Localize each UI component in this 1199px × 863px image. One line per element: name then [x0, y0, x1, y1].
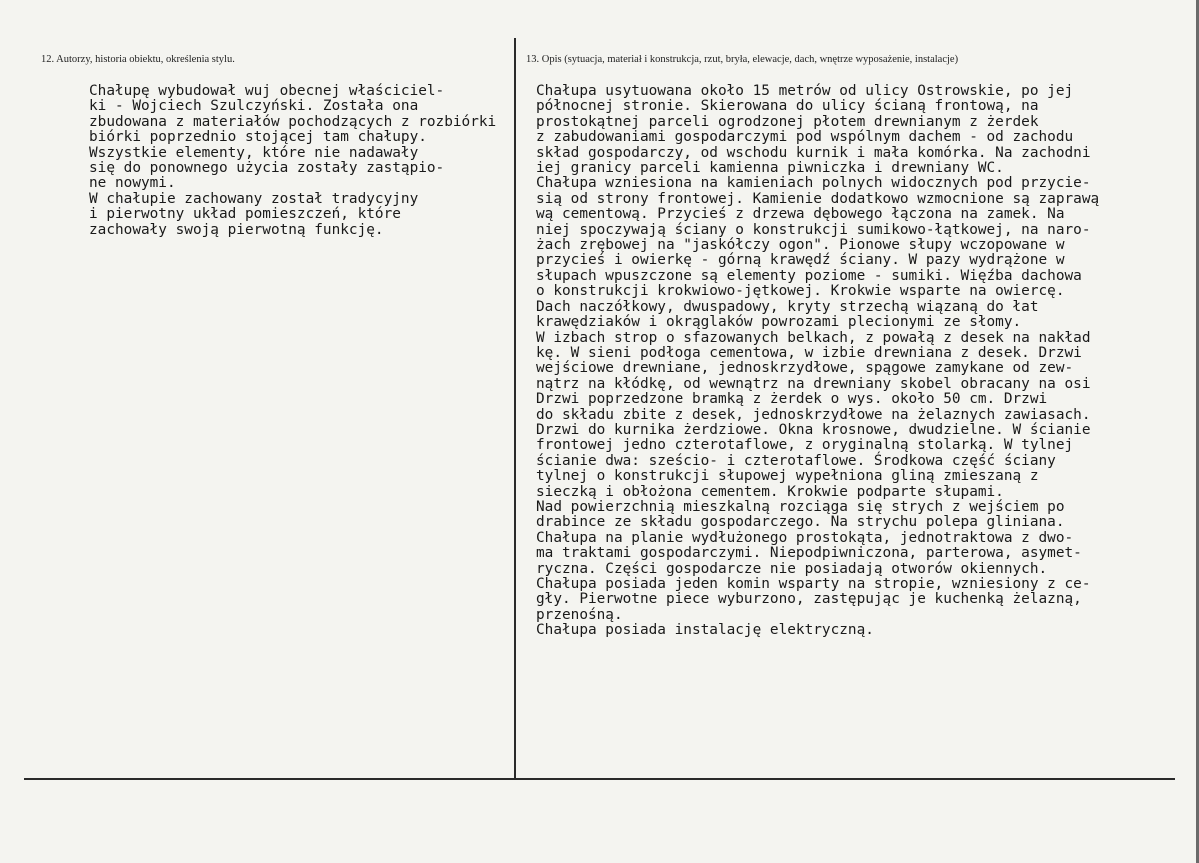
text-line: Wszystkie elementy, które nie nadawały [89, 144, 419, 161]
text-line: wejściowe drewniane, jednoskrzydłowe, spągowe zamykane od zew- [536, 360, 1074, 377]
text-line: wą cementową. Przycieś z drzewa dębowego łączona na zamek. Na [536, 206, 1065, 223]
text-line: słupach wpuszczone są elementy poziome - sumiki. Więźba dachowa [536, 267, 1082, 284]
text-line: sią od strony frontowej. Kamienie dodatkowo wzmocnione są zaprawą [536, 190, 1100, 207]
text-line: prostokątnej parceli ogrodzonej płotem drewnianym z żerdek [536, 113, 1039, 130]
text-line: Chałupa posiada jeden komin wsparty na stropie, wzniesiony z ce- [536, 576, 1091, 592]
section-13-header: 13. Opis (sytuacja, materiał i konstrukcja, rzut, bryła, elewacje, dach, wnętrze wyposażenie, instalacje) [526, 54, 959, 65]
text-line: frontowej jedno czterotaflowe, z oryginalną stolarką. W tylnej [536, 437, 1074, 454]
text-line: nątrz na kłódkę, od wewnątrz na drewniany skobel obracany na osi [536, 375, 1091, 392]
text-line: krawędziaków i okrąglaków powrozami plecionymi ze słomy. [536, 314, 1022, 331]
text-line: do składu zbite z desek, jednoskrzydłowe na żelaznych zawiasach. [536, 406, 1091, 423]
text-line: Dach naczółkowy, dwuspadowy, kryty strzechą wiązaną do łat [536, 298, 1039, 315]
text-line: Chałupę wybudował wuj obecnej właściciel- [89, 83, 445, 99]
text-line: zachowały swoją pierwotną funkcję. [89, 221, 384, 238]
text-line: o konstrukcji krokwiowo-jętkowej. Krokwie wsparte na owiercę. [536, 283, 1065, 300]
text-line: z zabudowaniami gospodarczymi pod wspólnym dachem - od zachodu [536, 129, 1074, 146]
text-line: iej granicy parceli kamienna piwniczka i drewniany WC. [536, 160, 1004, 177]
text-line: Chałupa na planie wydłużonego prostokąta, jednotraktowa z dwo- [536, 529, 1074, 546]
text-line: ryczna. Części gospodarcze nie posiadają otworów okiennych. [536, 560, 1048, 577]
text-line: i pierwotny układ pomieszczeń, które [89, 206, 401, 223]
text-line: żach zrębowej na "jaskółczy ogon". Pionowe słupy wczopowane w [536, 237, 1065, 254]
text-line: Chałupa usytuowana około 15 metrów od ulicy Ostrowskie, po jej [536, 83, 1074, 99]
text-line: drabince ze składu gospodarczego. Na strychu polepa gliniana. [536, 514, 1065, 531]
text-line: sieczką i obłożona cementem. Krokwie podparte słupami. [536, 483, 1004, 500]
text-line: ki - Wojciech Szulczyński. Została ona [89, 98, 419, 115]
text-line: ma traktami gospodarczymi. Niepodpiwniczona, parterowa, asymet- [536, 545, 1082, 562]
text-line: Chałupa posiada instalację elektryczną. [536, 622, 874, 639]
text-line: przycieś i owierkę - górną krawędź ściany. W pazy wydrążone w [536, 252, 1065, 269]
text-line: Chałupa wzniesiona na kamieniach polnych widocznych pod przycie- [536, 175, 1091, 192]
text-line: tylnej o konstrukcji słupowej wypełniona gliną zmieszaną z [536, 468, 1039, 485]
text-line: kę. W sieni podłoga cementowa, w izbie drewniana z desek. Drzwi [536, 344, 1082, 361]
text-line: W chałupie zachowany został tradycyjny [89, 190, 419, 207]
text-line: gły. Pierwotne piece wyburzono, zastępując je kuchenką żelazną, [536, 591, 1082, 608]
text-line: Nad powierzchnią mieszkalną rozciąga się strych z wejściem po [536, 498, 1065, 515]
column-divider [514, 38, 516, 778]
text-line: Drzwi poprzedzone bramką z żerdek o wys. około 50 cm. Drzwi [536, 391, 1048, 408]
text-line: przenośną. [536, 606, 623, 623]
text-line: W izbach strop o sfazowanych belkach, z powałą z desek na nakład [536, 329, 1091, 346]
section-12-text [89, 84, 496, 238]
text-line: biórki poprzednio stojącej tam chałupy. [89, 129, 427, 146]
text-line: zbudowana z materiałów pochodzących z rozbiórki [89, 113, 497, 130]
section-13-text [536, 84, 1099, 639]
bottom-rule [24, 778, 1175, 780]
text-line: północnej stronie. Skierowana do ulicy ścianą frontową, na [536, 98, 1039, 115]
text-line: Drzwi do kurnika żerdziowe. Okna krosnowe, dwudzielne. W ścianie [536, 421, 1091, 438]
text-line: skład gospodarczy, od wschodu kurnik i mała komórka. Na zachodni [536, 144, 1091, 161]
text-line: ne nowymi. [89, 175, 176, 192]
section-12-header: 12. Autorzy, historia obiektu, określenia stylu. [41, 54, 235, 65]
text-line: niej spoczywają ściany o konstrukcji sumikowo-łątkowej, na naro- [536, 221, 1091, 238]
text-line: się do ponownego użycia zostały zastąpio- [89, 160, 445, 177]
text-line: ścianie dwa: sześcio- i czterotaflowe. Środkowa część ściany [536, 452, 1056, 469]
